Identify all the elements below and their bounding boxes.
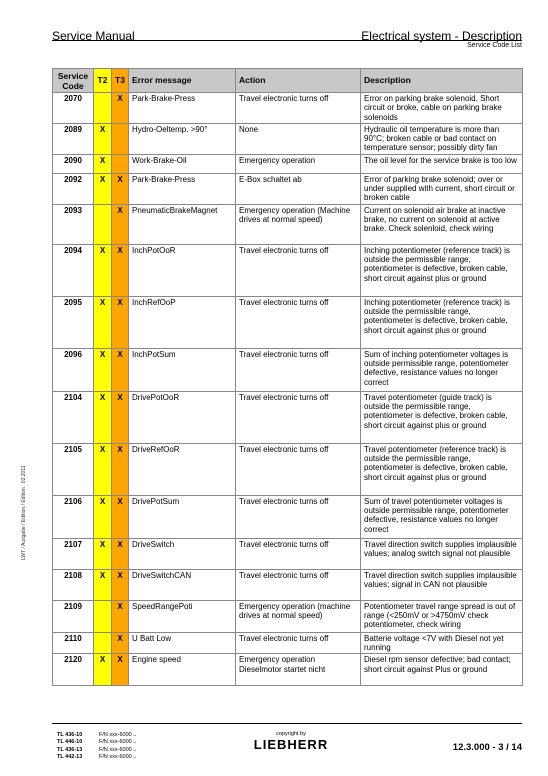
model-name: TL 442-13 [57,753,83,760]
service-code-cell: 2095 [53,296,94,348]
description-cell: Error on parking brake solenoid. Short circuit or broke, cable on parking brake solenoids [361,93,523,124]
table-row [53,391,523,443]
t3-cell: X [112,348,129,391]
table-row [53,632,523,654]
table-row [53,93,523,124]
service-code-cell: 2092 [53,173,94,204]
t2-cell: X [94,296,112,348]
service-code-cell: 2107 [53,538,94,569]
t3-cell [112,123,129,154]
copyright-text: copyright by [276,731,306,737]
t2-cell [94,93,112,124]
error-message-cell: DriveSwitch [129,538,236,569]
error-message-cell: Park-Brake-Press [129,93,236,124]
action-cell: Travel electronic turns off [236,244,361,296]
t2-cell: X [94,443,112,495]
copyright-block [246,731,336,752]
t3-cell: X [112,391,129,443]
service-code-cell: 2094 [53,244,94,296]
header-divider [52,40,522,41]
t2-cell: X [94,538,112,569]
serial-range: F/N xxx-6000→ [99,746,138,753]
t2-cell: X [94,154,112,173]
error-message-cell: DrivePotOoR [129,391,236,443]
table-row [53,204,523,244]
header-action: Action [236,69,361,93]
t3-cell: X [112,600,129,632]
action-cell: Travel electronic turns off [236,296,361,348]
action-cell: Travel electronic turns off [236,443,361,495]
liebherr-logo: LIEBHERR [253,737,329,752]
table-row [53,244,523,296]
t3-cell: X [112,495,129,538]
header-description: Description [361,69,523,93]
table-row [53,654,523,686]
service-code-cell: 2108 [53,569,94,600]
t2-cell: X [94,123,112,154]
error-message-cell: DrivePotSum [129,495,236,538]
edition-side-text: LWT / Ausgabe / Edition / Édition : 02.2011 [21,465,27,560]
description-cell: Current on solenoid air brake at inactive brake, no current on solenoid at active brake. Check solenloid, check wiring [361,204,523,244]
t3-cell: X [112,654,129,686]
model-name: TL 436-10 [57,732,83,738]
table-row [53,296,523,348]
action-cell: Emergency operation Dieselmotor startet nicht [236,654,361,686]
t2-cell: X [94,173,112,204]
table-header-row [53,69,523,93]
model-line [57,739,137,746]
description-cell: Error of parking brake solenoid; over or under supplied with current, short circuit or broken cable [361,173,523,204]
model-line [57,754,137,761]
service-code-cell: 2110 [53,632,94,654]
error-message-cell: InchPotSum [129,348,236,391]
t3-cell: X [112,204,129,244]
model-line [57,732,137,739]
description-cell: Travel potentiometer (guide track) is outside the permissible range, potentiometer is defective, broken cable, short circuit against plus or ground [361,391,523,443]
section-title: Electrical system - Description [361,29,522,43]
description-cell: Inching potentiometer (reference track) is outside the permissible range, potentiometer is defective, broken cable, short circuit against plus or ground [361,244,523,296]
description-cell: Inching potentiometer (reference track) is outside the permissible range, potentiometer is defective, broken cable, short circuit against plus or ground [361,296,523,348]
action-cell: Travel electronic turns off [236,569,361,600]
description-cell: Travel direction switch supplies implausible values; signal in CAN not plausible [361,569,523,600]
service-code-cell: 2104 [53,391,94,443]
description-cell: Sum of travel potentiometer voltages is outside permissible range, potentiometer defective, resistance values no longer correct [361,495,523,538]
service-code-cell: 2089 [53,123,94,154]
action-cell: Travel electronic turns off [236,348,361,391]
t2-cell: X [94,654,112,686]
error-message-cell: InchPotOoR [129,244,236,296]
t2-cell [94,632,112,654]
t2-cell: X [94,244,112,296]
header-service-code: Service Code [53,69,94,93]
t3-cell: X [112,569,129,600]
service-code-cell: 2070 [53,93,94,124]
model-name: TL 446-10 [57,739,83,746]
t2-cell: X [94,348,112,391]
table-row [53,600,523,632]
t3-cell: X [112,244,129,296]
error-message-cell: Park-Brake-Press [129,173,236,204]
model-list [57,732,137,761]
table-row [53,495,523,538]
service-code-cell: 2096 [53,348,94,391]
service-code-cell: 2109 [53,600,94,632]
error-message-cell: SpeedRangePoti [129,600,236,632]
t3-cell: X [112,173,129,204]
error-message-cell: PneumaticBrakeMagnet [129,204,236,244]
header-t2: T2 [94,69,112,93]
description-cell: The oil level for the service brake is too low [361,154,523,173]
serial-range: F/N xxx-6000→ [99,739,138,746]
service-code-cell: 2093 [53,204,94,244]
model-name: TL 436-13 [57,746,83,753]
header-error-message: Error message [129,69,236,93]
t2-cell: X [94,391,112,443]
service-code-cell: 2106 [53,495,94,538]
t3-cell: X [112,93,129,124]
section-subtitle: Service Code List [467,42,522,49]
table-row [53,154,523,173]
description-cell: Sum of inching potentiometer voltages is outside permissible range, potentiometer defective, resistance values no longer correct [361,348,523,391]
t2-cell [94,600,112,632]
action-cell: Travel electronic turns off [236,93,361,124]
serial-range: F/N xxx-6000→ [99,732,138,738]
description-cell: Potentiometer travel range spread is out of range (<250mV or >4750mV check potentiometer, check wiring [361,600,523,632]
t3-cell: X [112,538,129,569]
manual-title: Service Manual [52,29,135,43]
description-cell: Diesel rpm sensor defective; bad contact; short circuit against Plus or ground [361,654,523,686]
action-cell: Emergency operation (Machine drives at normal speed) [236,204,361,244]
error-message-cell: Engine speed [129,654,236,686]
footer-divider [52,723,522,724]
t3-cell: X [112,632,129,654]
error-message-cell: Hydro-Oeltemp. >90° [129,123,236,154]
table-row [53,348,523,391]
page-number: 12.3.000 - 3 / 14 [452,742,522,753]
t3-cell [112,154,129,173]
action-cell: Emergency operation (machine drives at normal speed) [236,600,361,632]
description-cell: Travel potentiometer (reference track) is outside the permissible range, potentiometer is defective, broken cable, short circuit against plus or ground [361,443,523,495]
description-cell: Travel direction switch supplies implausible values; analog switch signal not plausible [361,538,523,569]
t2-cell: X [94,569,112,600]
action-cell: E-Box schaltet ab [236,173,361,204]
error-message-cell: U Batt Low [129,632,236,654]
action-cell: Travel electronic turns off [236,391,361,443]
service-code-cell: 2120 [53,654,94,686]
service-code-cell: 2090 [53,154,94,173]
action-cell: None [236,123,361,154]
action-cell: Travel electronic turns off [236,632,361,654]
action-cell: Travel electronic turns off [236,538,361,569]
model-line [57,747,137,754]
service-code-table [52,68,523,686]
error-message-cell: DriveSwitchCAN [129,569,236,600]
error-message-cell: DriveRefOoR [129,443,236,495]
action-cell: Travel electronic turns off [236,495,361,538]
table-row [53,123,523,154]
error-message-cell: Work-Brake-Oil [129,154,236,173]
t2-cell: X [94,495,112,538]
error-message-cell: InchRefOoP [129,296,236,348]
t3-cell: X [112,296,129,348]
action-cell: Emergency operation [236,154,361,173]
t2-cell [94,204,112,244]
table-row [53,538,523,569]
header-t3: T3 [112,69,129,93]
table-row [53,569,523,600]
serial-range: F/N xxx-6000→ [99,753,138,760]
table-row [53,173,523,204]
description-cell: Batterie voltage <7V with Diesel not yet running [361,632,523,654]
description-cell: Hydraulic oil temperature is more than 90°C; broken cable or bad contact on temperature sensor; possibly dirty fan [361,123,523,154]
t3-cell: X [112,443,129,495]
service-code-cell: 2105 [53,443,94,495]
table-row [53,443,523,495]
